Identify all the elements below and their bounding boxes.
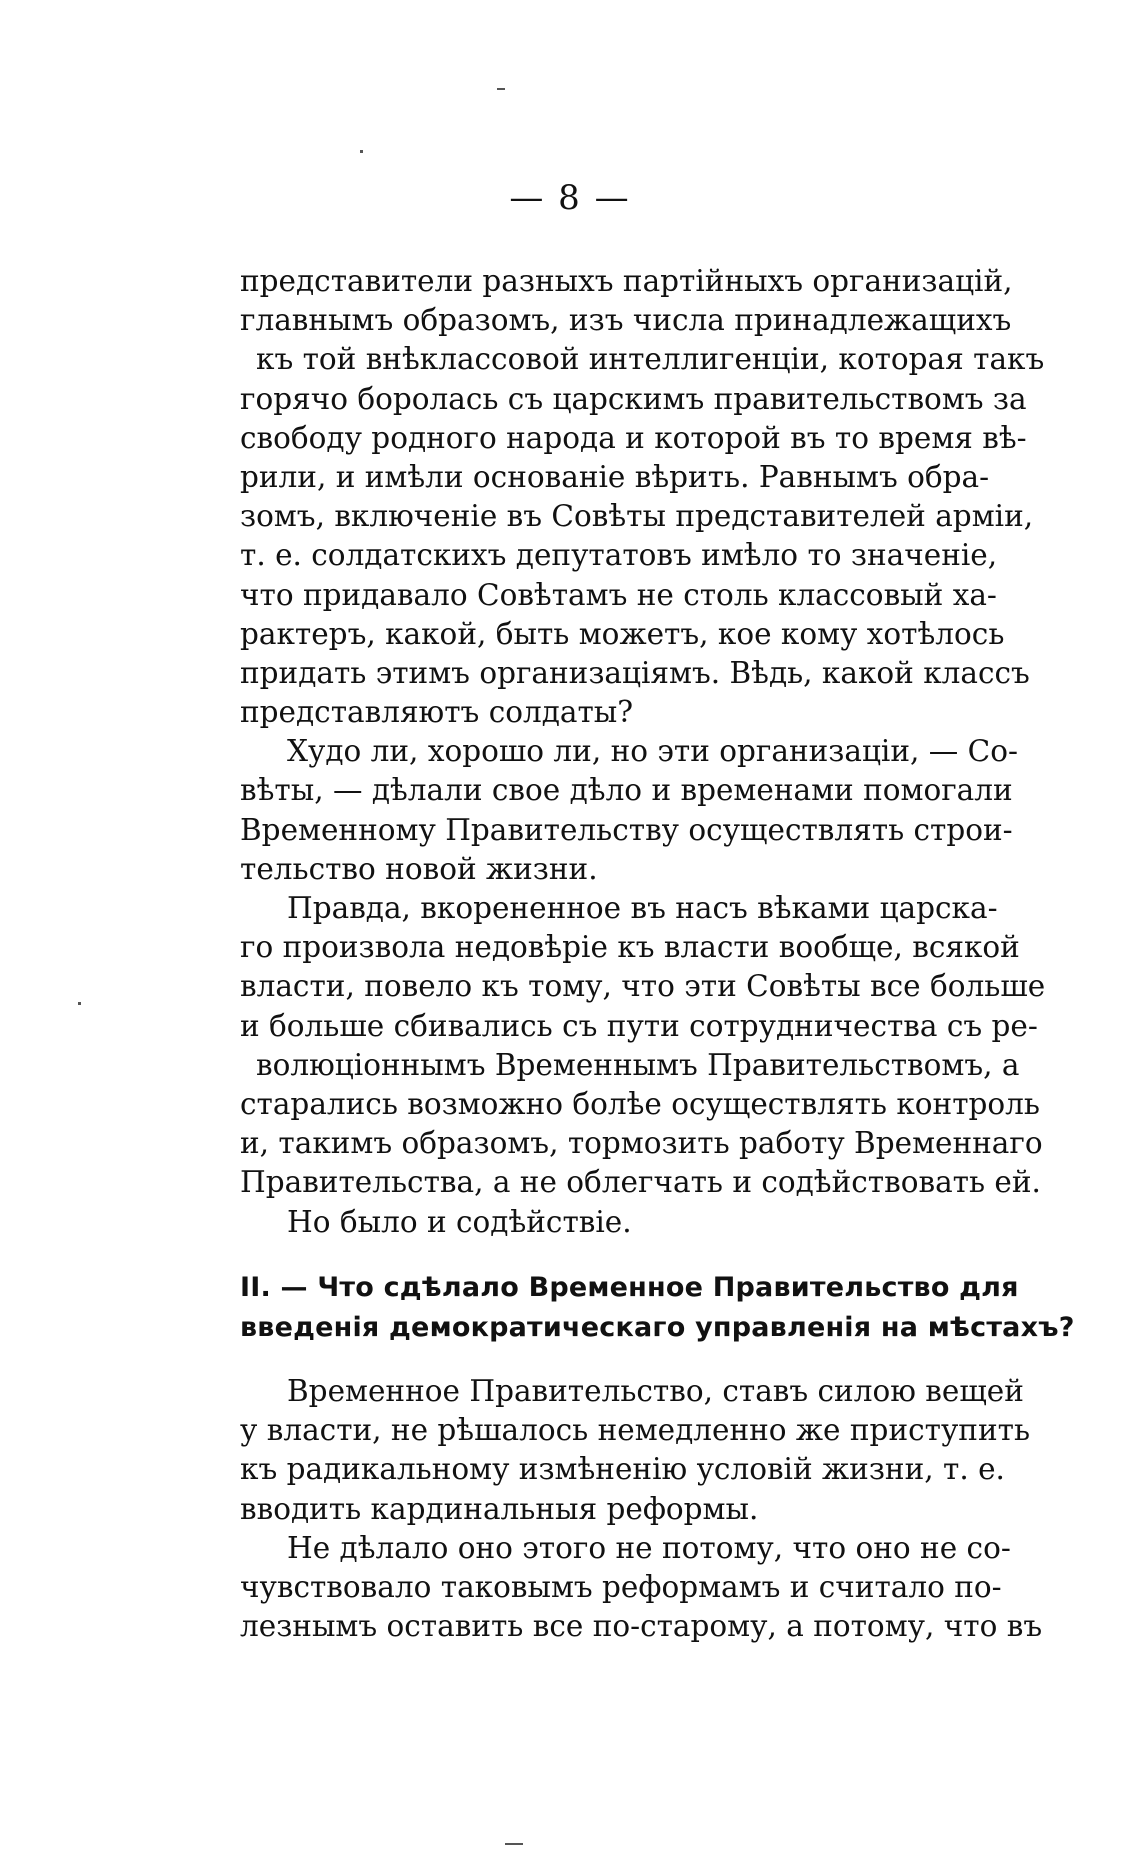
body-text-block xyxy=(240,1372,1043,1646)
text-line: у власти, не рѣшалось немедленно же приступить xyxy=(240,1413,1031,1448)
text-line: рактеръ, какой, быть можетъ, кое кому хотѣлось xyxy=(240,616,1005,651)
scan-speck xyxy=(497,88,505,90)
text-line: и больше сбивались съ пути сотрудничества съ ре- xyxy=(240,1008,1038,1043)
text-line: Правда, вкорененное въ насъ вѣками царска- xyxy=(287,891,998,925)
text-line: Временному Правительству осуществлять строи- xyxy=(240,812,1013,847)
body-text-block xyxy=(240,262,1046,1242)
page-number: — 8 — xyxy=(509,178,631,218)
text-line: зомъ, включеніе въ Совѣты представителей арміи, xyxy=(240,499,1034,534)
section-heading xyxy=(240,1268,1075,1348)
text-line: старались возможно болѣе осуществлять контроль xyxy=(240,1086,1040,1121)
text-line: къ радикальному измѣненію условій жизни, т. е. xyxy=(240,1452,1005,1487)
scan-speck xyxy=(360,150,363,153)
text-line: власти, повело къ тому, что эти Совѣты все больше xyxy=(240,969,1046,1004)
text-line: къ той внѣклассовой интеллигенціи, которая такъ xyxy=(256,342,1045,377)
text-line: вѣты, — дѣлали свое дѣло и временами помогали xyxy=(240,773,1013,808)
text-line: представители разныхъ партійныхъ организацій, xyxy=(240,264,1013,298)
text-line: Не дѣлало оно этого не потому, что оно не со- xyxy=(287,1530,1011,1565)
text-line: придать этимъ организаціямъ. Вѣдь, какой классъ xyxy=(240,655,1030,690)
text-line: Временное Правительство, ставъ силою вещей xyxy=(287,1374,1024,1408)
text-line: свободу родного народа и которой въ то время вѣ- xyxy=(240,420,1027,455)
text-line: Правительства, а не облегчать и содѣйствовать ей. xyxy=(240,1165,1041,1200)
text-line: что придавало Совѣтамъ не столь классовый ха- xyxy=(240,577,997,612)
text-line: и, такимъ образомъ, тормозить работу Временнаго xyxy=(240,1126,1043,1161)
text-line: т. е. солдатскихъ депутатовъ имѣло то значеніе, xyxy=(240,538,998,573)
text-line: горячо боролась съ царскимъ правительствомъ за xyxy=(240,381,1027,416)
text-line: главнымъ образомъ, изъ числа принадлежащихъ xyxy=(240,303,1012,338)
text-line: лезнымъ оставить все по-старому, а потому, что въ xyxy=(240,1609,1043,1644)
scan-speck xyxy=(78,1002,81,1005)
text-line: чувствовало таковымъ реформамъ и считало по- xyxy=(240,1569,1002,1604)
text-line: вводить кардинальныя реформы. xyxy=(240,1491,759,1526)
text-line: рили, и имѣли основаніе вѣрить. Равнымъ обра- xyxy=(240,459,990,494)
text-line: тельство новой жизни. xyxy=(240,851,598,886)
heading-line: II. — Что сдѣлало Временное Правительство для xyxy=(240,1272,1019,1303)
text-line: волюціоннымъ Временнымъ Правительствомъ, а xyxy=(256,1047,1020,1082)
text-line: Но было и содѣйствіе. xyxy=(287,1204,632,1239)
text-line: го произвола недовѣріе къ власти вообще, всякой xyxy=(240,930,1020,965)
heading-line: введенія демократическаго управленія на мѣстахъ? xyxy=(240,1312,1075,1343)
scan-speck xyxy=(505,1843,523,1845)
text-line: представляютъ солдаты? xyxy=(240,695,634,730)
text-line: Худо ли, хорошо ли, но эти организаціи, — Со- xyxy=(287,734,1018,769)
